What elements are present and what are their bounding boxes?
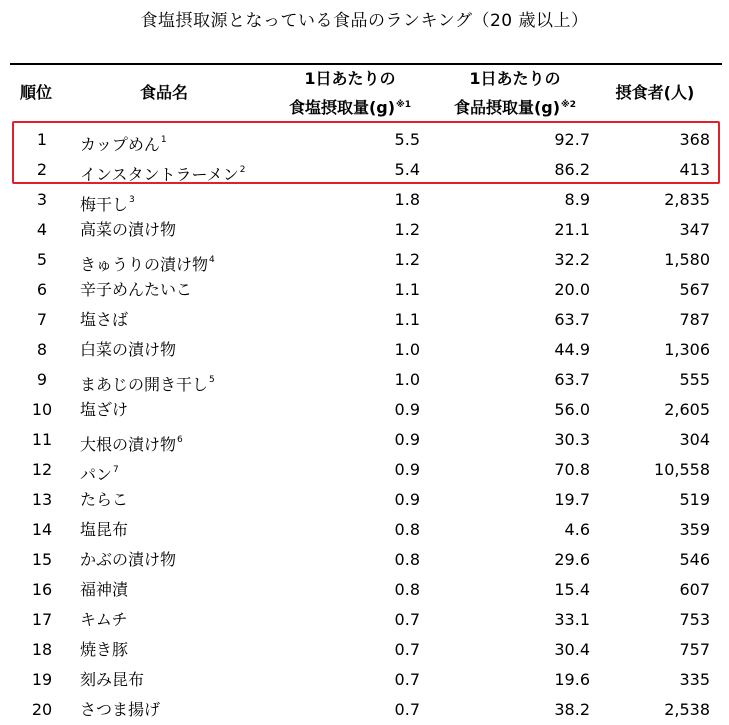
- table-row: [10, 365, 722, 395]
- food-name-text: 梅干し: [80, 195, 129, 214]
- rank-cell: 10: [31, 400, 53, 419]
- food-name-cell: [80, 670, 144, 690]
- table-row: [10, 635, 722, 665]
- food-name-text: 塩昆布: [80, 520, 129, 539]
- food-name-cell: [80, 520, 128, 540]
- consumers-cell: 10,558: [654, 460, 710, 479]
- food-intake-cell: 63.7: [554, 310, 590, 329]
- salt-intake-cell: 5.5: [394, 130, 420, 149]
- rank-cell: 9: [36, 370, 48, 389]
- food-intake-cell: 30.4: [554, 640, 590, 659]
- consumers-cell: 2,538: [664, 700, 710, 719]
- rank-cell: 17: [31, 610, 53, 629]
- food-name-cell: [80, 220, 176, 240]
- rank-cell: 7: [36, 310, 48, 329]
- food-name-text: 白菜の漬け物: [80, 340, 177, 359]
- food-name-text: 塩ざけ: [80, 400, 129, 419]
- table-row: [10, 515, 722, 545]
- food-name-text: たらこ: [80, 490, 129, 509]
- header-salt-intake: [270, 66, 430, 121]
- food-name-cell: [80, 430, 183, 455]
- rank-cell: 4: [36, 220, 48, 239]
- food-name-text: きゅうりの漬け物: [80, 255, 209, 274]
- rank-cell: 16: [31, 580, 53, 599]
- consumers-cell: 757: [679, 640, 710, 659]
- salt-intake-cell: 0.9: [394, 460, 420, 479]
- consumers-cell: 2,835: [664, 190, 710, 209]
- consumers-cell: 1,580: [664, 250, 710, 269]
- food-name-cell: [80, 190, 135, 215]
- salt-intake-cell: 1.1: [394, 310, 420, 329]
- rank-cell: 8: [36, 340, 48, 359]
- consumers-cell: 2,605: [664, 400, 710, 419]
- food-name-text: カップめん: [80, 135, 160, 154]
- salt-intake-cell: 1.2: [394, 250, 420, 269]
- food-intake-cell: 70.8: [554, 460, 590, 479]
- consumers-cell: 368: [679, 130, 710, 149]
- food-intake-cell: 21.1: [554, 220, 590, 239]
- food-intake-cell: 19.7: [554, 490, 590, 509]
- header-food-note: ※2: [561, 100, 577, 110]
- table-row: [10, 215, 722, 245]
- food-name-cell: [80, 250, 215, 275]
- food-intake-cell: 30.3: [554, 430, 590, 449]
- food-name-cell: [80, 460, 119, 485]
- consumers-cell: 567: [679, 280, 710, 299]
- rank-cell: 19: [31, 670, 53, 689]
- salt-intake-cell: 0.8: [394, 580, 420, 599]
- food-intake-cell: 33.1: [554, 610, 590, 629]
- food-intake-cell: 29.6: [554, 550, 590, 569]
- table-row: [10, 245, 722, 275]
- header-rank: [20, 80, 70, 106]
- header-food-intake: [430, 66, 600, 121]
- food-name-cell: [80, 280, 192, 300]
- food-intake-cell: 38.2: [554, 700, 590, 719]
- salt-intake-cell: 1.2: [394, 220, 420, 239]
- table-row: [10, 575, 722, 605]
- food-intake-cell: 4.6: [564, 520, 590, 539]
- food-name-cell: [80, 340, 176, 360]
- food-name-text: キムチ: [80, 610, 128, 629]
- salt-intake-cell: 0.7: [394, 700, 420, 719]
- footnote-marker: 7: [113, 465, 119, 475]
- consumers-cell: 1,306: [664, 340, 710, 359]
- rank-cell: 13: [31, 490, 53, 509]
- table-row: [10, 185, 722, 215]
- food-name-cell: [80, 640, 128, 660]
- consumers-cell: 607: [679, 580, 710, 599]
- food-name-text: まあじの開き干し: [80, 375, 209, 394]
- food-intake-cell: 44.9: [554, 340, 590, 359]
- table-top-rule: [10, 63, 722, 65]
- header-consumers: [600, 80, 710, 106]
- header-food-line2: 食品摂取量(g): [453, 98, 561, 117]
- header-food-line1: 1日あたりの: [469, 69, 561, 88]
- consumers-cell: 359: [679, 520, 710, 539]
- table-row: [10, 335, 722, 365]
- salt-intake-cell: 0.8: [394, 520, 420, 539]
- rank-cell: 15: [31, 550, 53, 569]
- food-name-cell: [80, 490, 128, 510]
- consumers-cell: 519: [679, 490, 710, 509]
- table-row: [10, 485, 722, 515]
- food-name-text: 焼き豚: [80, 640, 129, 659]
- food-name-text: パン: [80, 465, 113, 484]
- table-row: [10, 545, 722, 575]
- table-row: [10, 305, 722, 335]
- food-intake-cell: 19.6: [554, 670, 590, 689]
- rank-cell: 5: [36, 250, 48, 269]
- salt-intake-cell: 5.4: [394, 160, 420, 179]
- food-name-cell: [80, 400, 128, 420]
- food-name-text: インスタントラーメン: [80, 165, 239, 184]
- rank-cell: 20: [31, 700, 53, 719]
- food-intake-cell: 15.4: [554, 580, 590, 599]
- salt-intake-cell: 0.7: [394, 670, 420, 689]
- food-intake-cell: 92.7: [554, 130, 590, 149]
- table-row: [10, 275, 722, 305]
- food-name-text: さつま揚げ: [80, 700, 161, 719]
- consumers-cell: 555: [679, 370, 710, 389]
- table-row: [10, 695, 722, 725]
- header-food-name-label: 食品名: [140, 83, 189, 102]
- footnote-marker: 6: [177, 435, 183, 445]
- footnote-marker: 2: [239, 165, 246, 175]
- rank-cell: 2: [36, 160, 48, 179]
- salt-intake-cell: 0.9: [394, 430, 420, 449]
- food-intake-cell: 8.9: [564, 190, 590, 209]
- rank-cell: 18: [31, 640, 53, 659]
- food-name-text: 福神漬: [80, 580, 129, 599]
- salt-intake-cell: 0.9: [394, 490, 420, 509]
- salt-intake-cell: 1.0: [394, 340, 420, 359]
- salt-intake-cell: 1.8: [394, 190, 420, 209]
- food-name-text: 大根の漬け物: [80, 435, 177, 454]
- footnote-marker: 4: [209, 255, 215, 265]
- food-name-text: 刻み昆布: [80, 670, 145, 689]
- food-name-cell: [80, 310, 128, 330]
- food-name-cell: [80, 370, 215, 395]
- salt-intake-cell: 0.9: [394, 400, 420, 419]
- food-intake-cell: 20.0: [554, 280, 590, 299]
- page-title: 食塩摂取源となっている食品のランキング（20 歳以上）: [140, 11, 589, 31]
- food-intake-cell: 63.7: [554, 370, 590, 389]
- salt-intake-cell: 1.1: [394, 280, 420, 299]
- food-intake-cell: 32.2: [554, 250, 590, 269]
- salt-intake-cell: 0.7: [394, 640, 420, 659]
- salt-intake-cell: 1.0: [394, 370, 420, 389]
- header-rank-label: 順位: [20, 83, 53, 102]
- food-intake-cell: 86.2: [554, 160, 590, 179]
- food-name-cell: [80, 550, 176, 570]
- consumers-cell: 546: [679, 550, 710, 569]
- food-name-text: 辛子めんたいこ: [80, 280, 193, 299]
- footnote-marker: 5: [209, 375, 215, 385]
- header-salt-note: ※1: [396, 100, 412, 110]
- table-row: [10, 425, 722, 455]
- rank-cell: 12: [31, 460, 53, 479]
- consumers-cell: 753: [679, 610, 710, 629]
- food-name-text: かぶの漬け物: [80, 550, 177, 569]
- consumers-cell: 304: [679, 430, 710, 449]
- rank-cell: 11: [31, 430, 53, 449]
- food-name-text: 塩さば: [80, 310, 129, 329]
- header-salt-line1: 1日あたりの: [304, 69, 396, 88]
- consumers-cell: 413: [679, 160, 710, 179]
- rank-cell: 3: [36, 190, 48, 209]
- table-row: [10, 665, 722, 695]
- header-salt-line2: 食塩摂取量(g): [288, 98, 396, 117]
- consumers-cell: 787: [679, 310, 710, 329]
- footnote-marker: 3: [129, 195, 135, 205]
- table-row: [10, 395, 722, 425]
- header-consumers-label: 摂食者(人): [615, 83, 695, 102]
- highlight-box: [12, 121, 720, 184]
- rank-cell: 6: [36, 280, 48, 299]
- food-name-cell: [80, 700, 160, 720]
- rank-cell: 1: [36, 130, 48, 149]
- header-food-name: [140, 80, 260, 106]
- table-row: [10, 455, 722, 485]
- consumers-cell: 347: [679, 220, 710, 239]
- food-name-text: 高菜の漬け物: [80, 220, 177, 239]
- salt-intake-cell: 0.7: [394, 610, 420, 629]
- table-row: [10, 605, 722, 635]
- footnote-marker: 1: [160, 135, 167, 145]
- food-name-cell: [80, 610, 128, 630]
- food-intake-cell: 56.0: [554, 400, 590, 419]
- consumers-cell: 335: [679, 670, 710, 689]
- salt-intake-cell: 0.8: [394, 550, 420, 569]
- rank-cell: 14: [31, 520, 53, 539]
- food-name-cell: [80, 580, 128, 600]
